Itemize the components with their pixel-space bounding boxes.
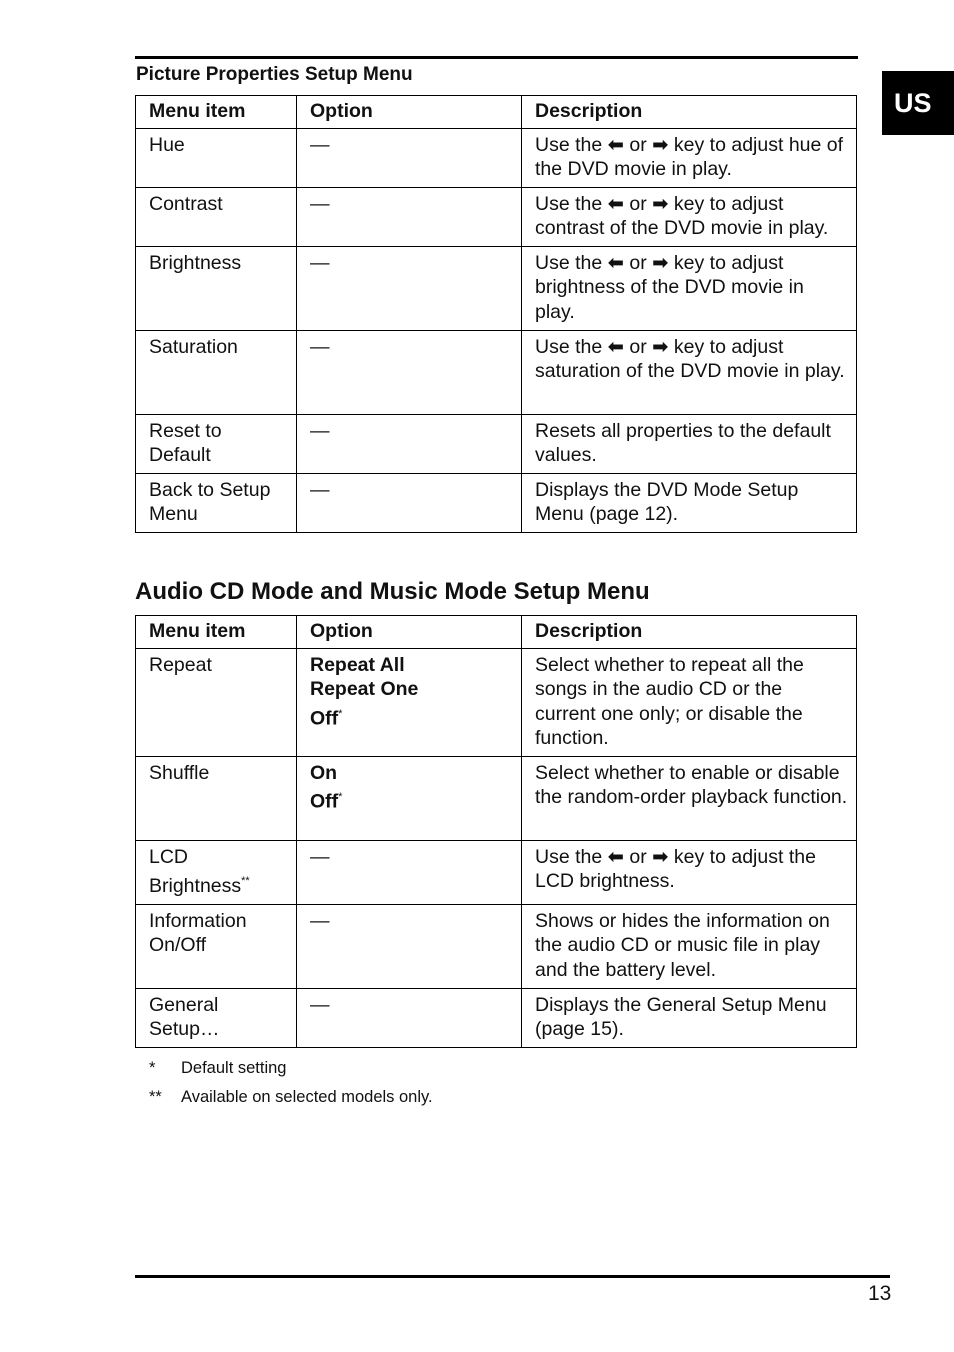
table-row xyxy=(136,330,857,414)
menu-item-cell: Reset to Default xyxy=(136,414,297,473)
option-cell: — xyxy=(297,128,522,187)
option-cell xyxy=(297,648,522,756)
right-arrow-icon: ➡ xyxy=(652,133,669,156)
option-cell xyxy=(297,756,522,840)
header-menu-item: Menu item xyxy=(136,96,297,129)
menu-item-cell: Hue xyxy=(136,128,297,187)
description-cell: Select whether to enable or disable the random-order playback function. xyxy=(522,756,857,840)
footnote-mark: * xyxy=(149,1059,156,1077)
footnote-mark: ** xyxy=(149,1088,162,1106)
menu-item-cell: Shuffle xyxy=(136,756,297,840)
table-row xyxy=(136,246,857,330)
description-cell: Select whether to repeat all the songs in the audio CD or the current one only; or disable the function. xyxy=(522,648,857,756)
footnote-text: Available on selected models only. xyxy=(181,1088,433,1106)
header-option: Option xyxy=(297,96,522,129)
menu-item-cell xyxy=(136,840,297,904)
table-row xyxy=(136,473,857,532)
option-cell: — xyxy=(297,473,522,532)
menu-item-cell: Brightness xyxy=(136,246,297,330)
option-cell: — xyxy=(297,840,522,904)
table-row xyxy=(136,414,857,473)
bottom-rule xyxy=(135,1275,890,1278)
table-row xyxy=(136,904,857,988)
top-rule xyxy=(135,56,858,59)
page-number: 13 xyxy=(868,1282,892,1305)
description-cell: Resets all properties to the default values. xyxy=(522,414,857,473)
description-cell: Shows or hides the information on the audio CD or music file in play and the battery level. xyxy=(522,904,857,988)
table-header-row xyxy=(136,616,857,649)
menu-item-cell: General Setup… xyxy=(136,988,297,1047)
option-cell: — xyxy=(297,187,522,246)
option-cell: — xyxy=(297,330,522,414)
description-cell: Use the ⬅ or ➡ key to adjust brightness of the DVD movie in play. xyxy=(522,246,857,330)
table-header-row xyxy=(136,96,857,129)
description-cell: Use the ⬅ or ➡ key to adjust the LCD brightness. xyxy=(522,840,857,904)
picture-properties-table xyxy=(135,95,857,533)
table-row xyxy=(136,988,857,1047)
table-row xyxy=(136,187,857,246)
option-value-default: Off * xyxy=(310,785,513,814)
menu-item-cell: Saturation xyxy=(136,330,297,414)
right-arrow-icon: ➡ xyxy=(652,335,669,358)
right-arrow-icon: ➡ xyxy=(652,192,669,215)
footnote xyxy=(149,1083,433,1112)
right-arrow-icon: ➡ xyxy=(652,251,669,274)
section-title: Audio CD Mode and Music Mode Setup Menu xyxy=(135,578,650,605)
option-cell: — xyxy=(297,414,522,473)
option-cell: — xyxy=(297,988,522,1047)
left-arrow-icon: ⬅ xyxy=(607,133,624,156)
description-cell: Use the ⬅ or ➡ key to adjust saturation of the DVD movie in play. xyxy=(522,330,857,414)
lcd-brightness-label: LCD Brightness ** xyxy=(149,846,250,897)
table-row xyxy=(136,840,857,904)
left-arrow-icon: ⬅ xyxy=(607,335,624,358)
table-row xyxy=(136,756,857,840)
header-description: Description xyxy=(522,616,857,649)
left-arrow-icon: ⬅ xyxy=(607,845,624,868)
table-row xyxy=(136,128,857,187)
option-value: On xyxy=(310,761,338,784)
language-tab: US xyxy=(882,71,954,135)
left-arrow-icon: ⬅ xyxy=(607,251,624,274)
description-cell: Use the ⬅ or ➡ key to adjust contrast of the DVD movie in play. xyxy=(522,187,857,246)
description-cell: Displays the General Setup Menu (page 15). xyxy=(522,988,857,1047)
audio-cd-setup-table xyxy=(135,615,857,1048)
picture-properties-caption: Picture Properties Setup Menu xyxy=(136,64,413,85)
left-arrow-icon: ⬅ xyxy=(607,192,624,215)
header-option: Option xyxy=(297,616,522,649)
menu-item-cell: Contrast xyxy=(136,187,297,246)
option-value: Repeat All xyxy=(310,653,405,676)
footnotes xyxy=(149,1054,433,1112)
description-cell: Displays the DVD Mode Setup Menu (page 12). xyxy=(522,473,857,532)
header-menu-item: Menu item xyxy=(136,616,297,649)
option-cell: — xyxy=(297,246,522,330)
header-description: Description xyxy=(522,96,857,129)
table-row xyxy=(136,648,857,756)
menu-item-cell: Information On/Off xyxy=(136,904,297,988)
menu-item-cell: Repeat xyxy=(136,648,297,756)
footnote xyxy=(149,1054,433,1083)
right-arrow-icon: ➡ xyxy=(652,845,669,868)
option-value: Repeat One xyxy=(310,678,419,700)
description-cell: Use the ⬅ or ➡ key to adjust hue of the DVD movie in play. xyxy=(522,128,857,187)
option-value-default: Off * xyxy=(310,702,513,731)
menu-item-cell: Back to Setup Menu xyxy=(136,473,297,532)
option-cell: — xyxy=(297,904,522,988)
footnote-text: Default setting xyxy=(181,1059,287,1077)
